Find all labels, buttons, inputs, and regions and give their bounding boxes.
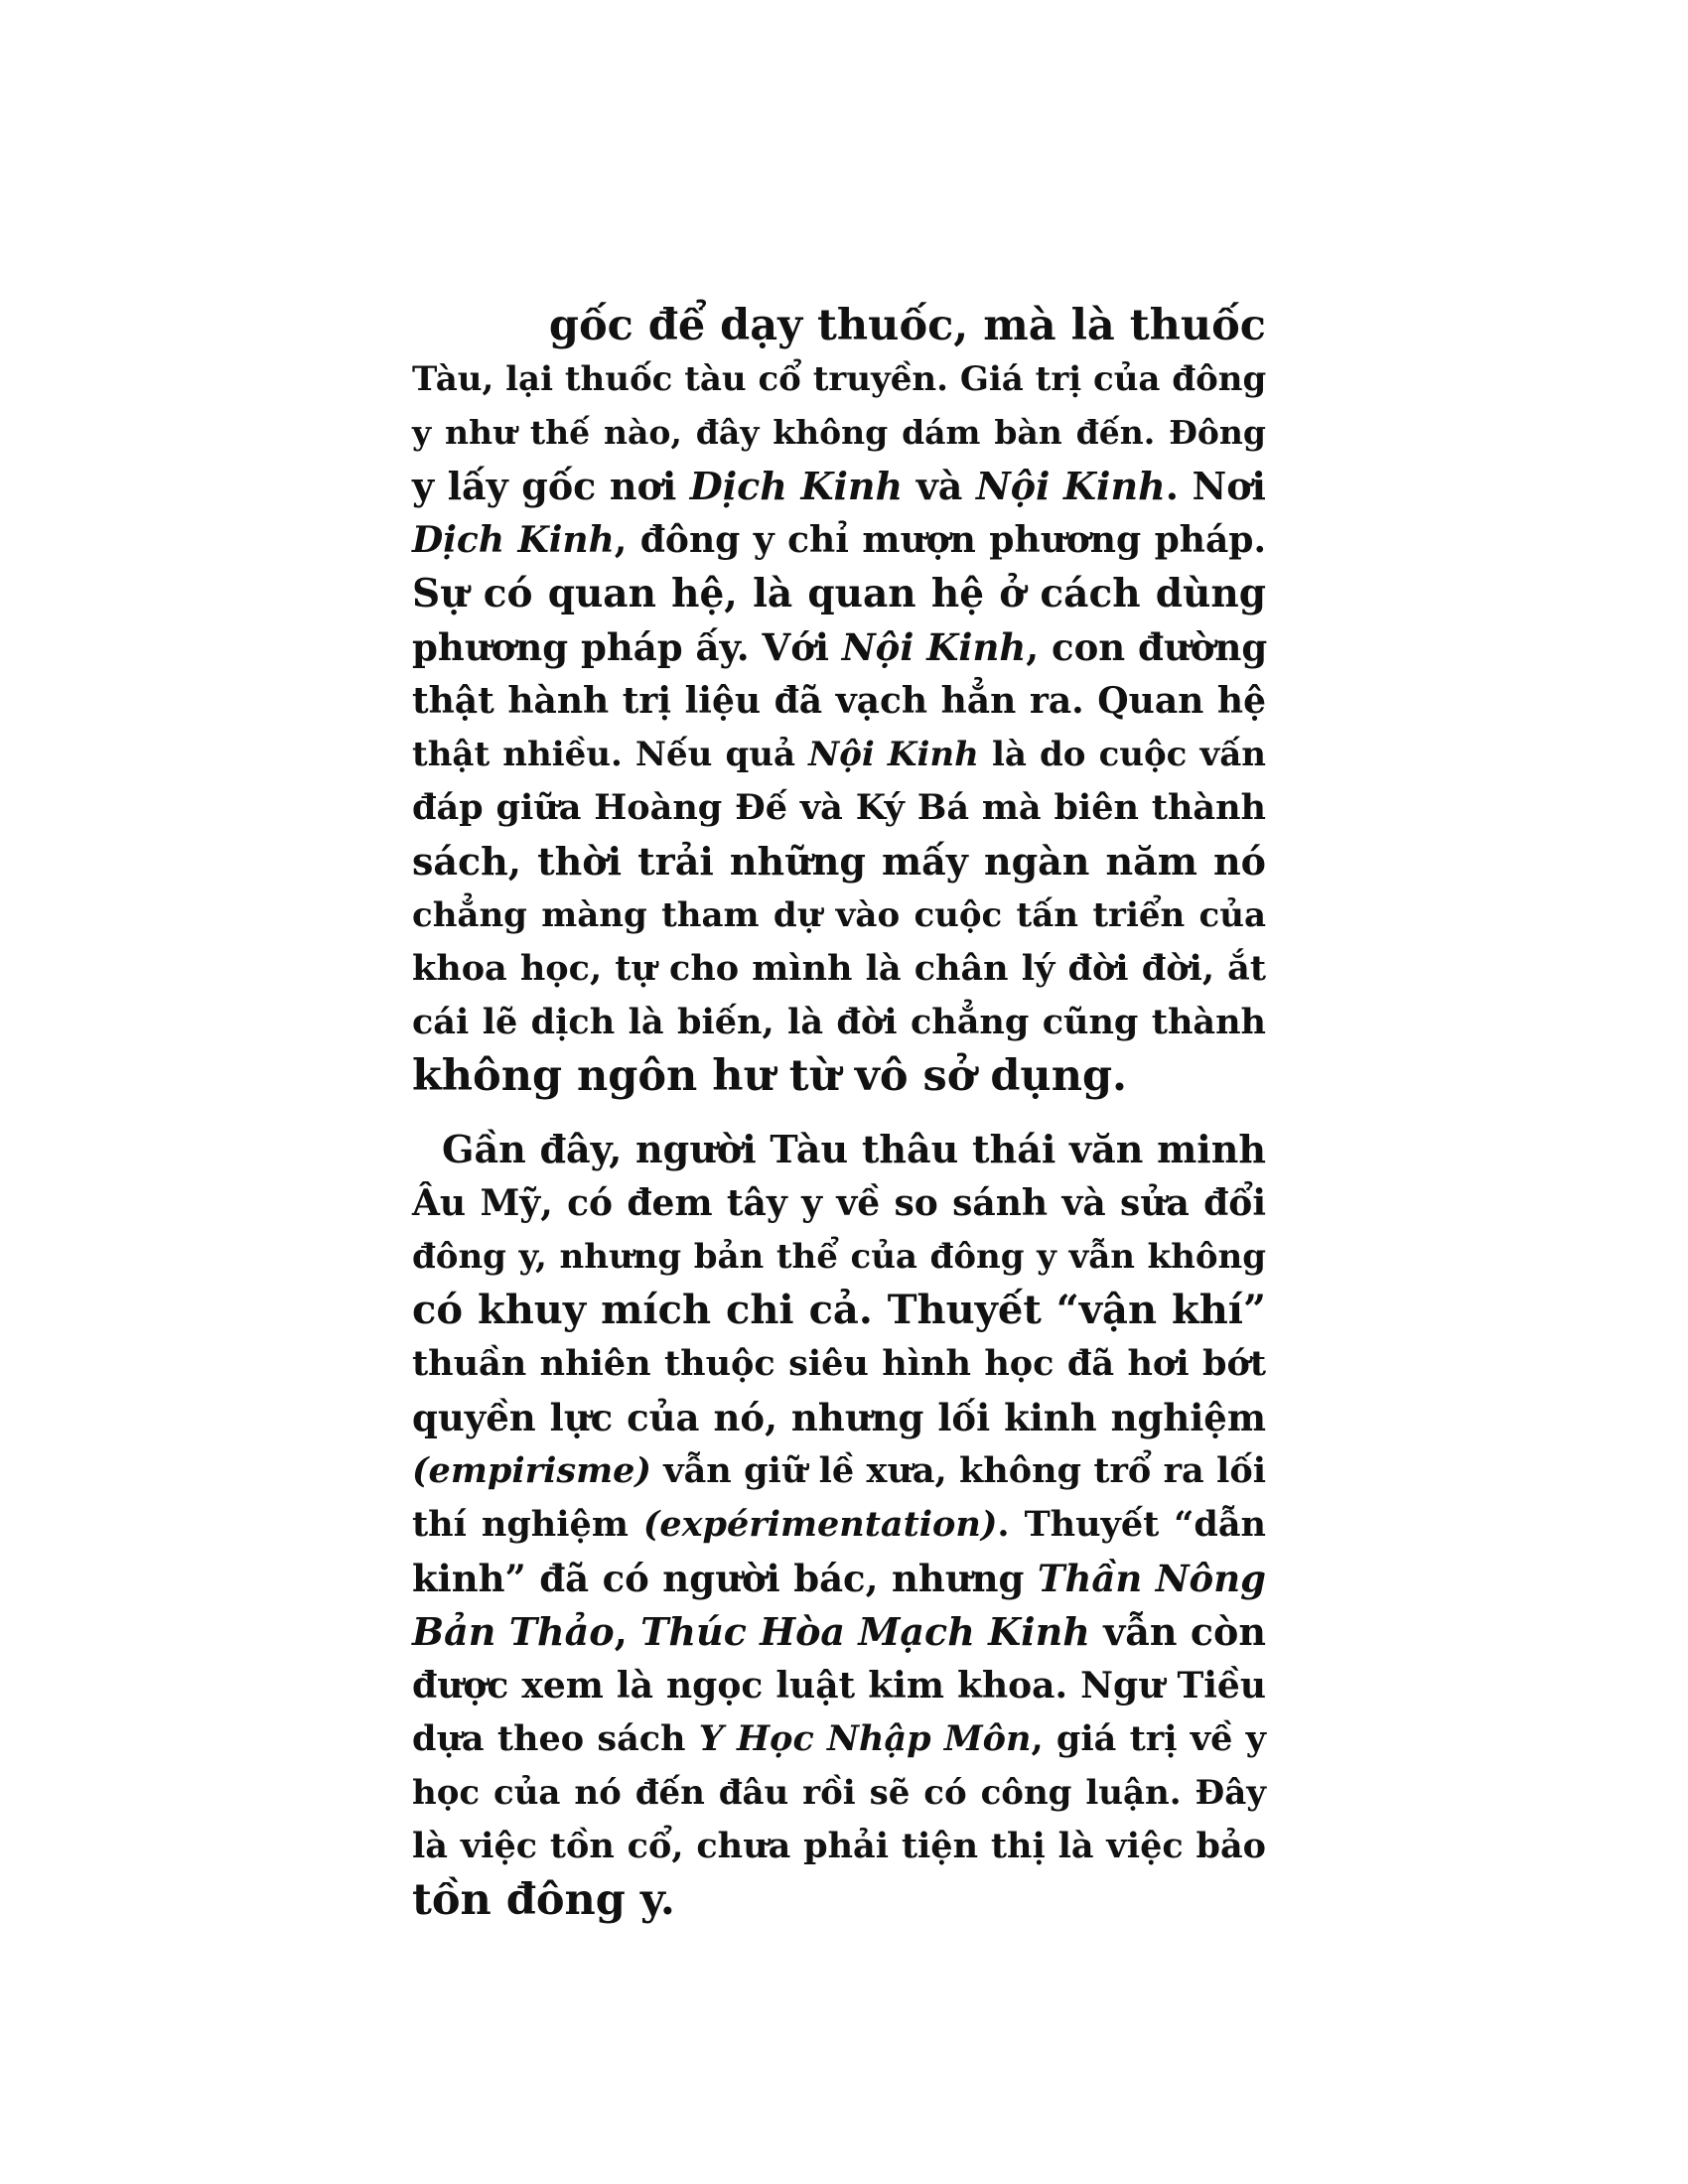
text-line: không ngôn hư từ vô sở dụng. xyxy=(412,1051,1127,1101)
text-line: sách, thời trải những mấy ngàn năm nó xyxy=(412,839,1266,884)
text-line: Sự có quan hệ, là quan hệ ở cách dùng xyxy=(412,571,1266,616)
text-line: Dịch Kinh, đông y chỉ mượn phương pháp. xyxy=(412,519,1266,561)
text-line: khoa học, tự cho mình là chân lý đời đời, ắt xyxy=(412,948,1266,989)
text-line: (empirisme) vẫn giữ lề xưa, không trổ ra lối xyxy=(412,1450,1266,1491)
text-line: kinh” đã có người bác, nhưng Thần Nông xyxy=(412,1557,1266,1600)
text-line: Tàu, lại thuốc tàu cổ truyền. Giá trị của đông xyxy=(412,359,1267,399)
text-line: chẳng màng tham dự vào cuộc tấn triển của xyxy=(412,895,1266,935)
text-line: thật hành trị liệu đã vạch hẳn ra. Quan hệ xyxy=(412,680,1266,722)
text-line: gốc để dạy thuốc, mà là thuốc xyxy=(548,301,1266,350)
text-line: phương pháp ấy. Với Nội Kinh, con đường xyxy=(412,625,1268,669)
text-line: thí nghiệm (expérimentation). Thuyết “dẫn xyxy=(412,1504,1266,1545)
text-line: học của nó đến đâu rồi sẽ có công luận. Đây xyxy=(412,1773,1266,1813)
text-line: dựa theo sách Y Học Nhập Môn, giá trị về y xyxy=(412,1718,1266,1759)
text-line: quyền lực của nó, nhưng lối kinh nghiệm xyxy=(412,1396,1266,1439)
text-line: đông y, nhưng bản thể của đông y vẫn không xyxy=(412,1237,1266,1277)
text-line: có khuy mích chi cả. Thuyết “vận khí” xyxy=(412,1287,1266,1333)
text-line: y như thế nào, đây không dám bàn đến. Đông xyxy=(412,413,1266,452)
text-line: Bản Thảo, Thúc Hòa Mạch Kinh vẫn còn xyxy=(412,1609,1266,1654)
text-line: được xem là ngọc luật kim khoa. Ngư Tiều xyxy=(412,1665,1266,1706)
text-line: Âu Mỹ, có đem tây y về so sánh và sửa đổi xyxy=(412,1182,1266,1224)
text-line: y lấy gốc nơi Dịch Kinh và Nội Kinh. Nơi xyxy=(412,464,1266,508)
text-line: đáp giữa Hoàng Đế và Ký Bá mà biên thành xyxy=(412,787,1266,828)
text-line: là việc tồn cổ, chưa phải tiện thị là việc bảo xyxy=(412,1826,1266,1866)
text-line: thuần nhiên thuộc siêu hình học đã hơi bớt xyxy=(412,1343,1266,1384)
text-line: tồn đông y. xyxy=(412,1875,675,1925)
text-line: cái lẽ dịch là biến, là đời chẳng cũng thành xyxy=(412,1002,1266,1042)
text-line: Gần đây, người Tàu thâu thái văn minh xyxy=(442,1127,1266,1171)
text-line: thật nhiều. Nếu quả Nội Kinh là do cuộc vấn xyxy=(412,735,1266,774)
